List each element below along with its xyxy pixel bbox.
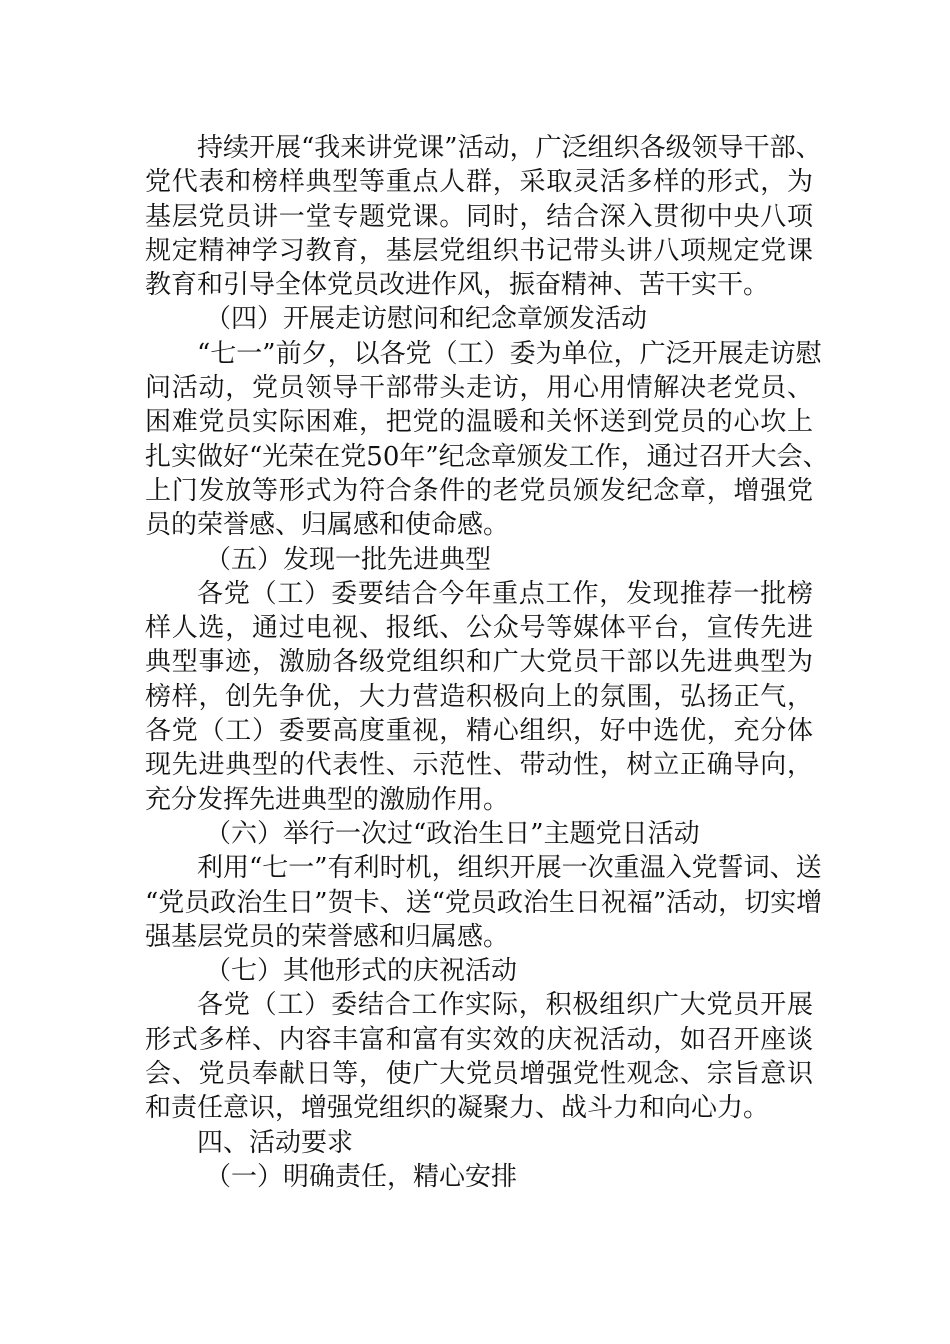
text-line: 榜样，创先争优，大力营造积极向上的氛围，弘扬正气， xyxy=(145,681,813,712)
text-line: “党员政治生日”贺卡、送“党员政治生日祝福”活动，切实增 xyxy=(145,887,823,918)
section-heading: 四、活动要求 xyxy=(197,1127,354,1158)
text-line: 各党（工）委要高度重视，精心组织，好中选优，充分体 xyxy=(145,716,813,747)
text-line: 员的荣誉感、归属感和使命感。 xyxy=(145,510,510,541)
text-line: 和责任意识，增强党组织的凝聚力、战斗力和向心力。 xyxy=(145,1093,770,1124)
text-line: 困难党员实际困难，把党的温暖和关怀送到党员的心坎上 xyxy=(145,407,813,438)
text-line: 样人选，通过电视、报纸、公众号等媒体平台，宣传先进 xyxy=(145,613,813,644)
subheading: （一）明确责任，精心安排 xyxy=(205,1161,518,1192)
document-page xyxy=(145,131,829,1194)
text-line: 问活动，党员领导干部带头走访，用心用情解决老党员、 xyxy=(145,373,813,404)
subheading: （五）发现一批先进典型 xyxy=(205,544,492,575)
text-line: 规定精神学习教育，基层党组织书记带头讲八项规定党课 xyxy=(145,235,813,266)
text-line: 形式多样、内容丰富和富有实效的庆祝活动，如召开座谈 xyxy=(145,1024,813,1055)
text-line: 基层党员讲一堂专题党课。同时，结合深入贯彻中央八项 xyxy=(145,201,813,232)
text-line: 各党（工）委要结合今年重点工作，发现推荐一批榜 xyxy=(197,578,813,609)
text-line: 现先进典型的代表性、示范性、带动性，树立正确导向， xyxy=(145,750,813,781)
text-line: 利用“七一”有利时机，组织开展一次重温入党誓词、送 xyxy=(197,853,822,884)
text-line: 持续开展“我来讲党课”活动，广泛组织各级领导干部、 xyxy=(197,133,822,163)
text-line: “七一”前夕，以各党（工）委为单位，广泛开展走访慰 xyxy=(197,338,822,369)
text-line: 典型事迹，激励各级党组织和广大党员干部以先进典型为 xyxy=(145,647,813,678)
text-line: 充分发挥先进典型的激励作用。 xyxy=(145,784,510,815)
text-line: 党代表和榜样典型等重点人群，采取灵活多样的形式，为 xyxy=(145,167,813,198)
text-line: 强基层党员的荣誉感和归属感。 xyxy=(145,921,510,952)
text-line: 上门发放等形式为符合条件的老党员颁发纪念章，增强党 xyxy=(145,475,813,506)
text-line: 扎实做好“光荣在党50年”纪念章颁发工作，通过召开大会、 xyxy=(145,441,829,472)
text-line: 各党（工）委结合工作实际，积极组织广大党员开展 xyxy=(197,990,813,1021)
subheading: （六）举行一次过“政治生日”主题党日活动 xyxy=(205,818,700,849)
subheading: （七）其他形式的庆祝活动 xyxy=(205,956,518,987)
text-line: 会、党员奉献日等，使广大党员增强党性观念、宗旨意识 xyxy=(145,1059,813,1090)
text-line: 教育和引导全体党员改进作风，振奋精神、苦干实干。 xyxy=(145,270,770,301)
subheading: （四）开展走访慰问和纪念章颁发活动 xyxy=(205,304,648,335)
